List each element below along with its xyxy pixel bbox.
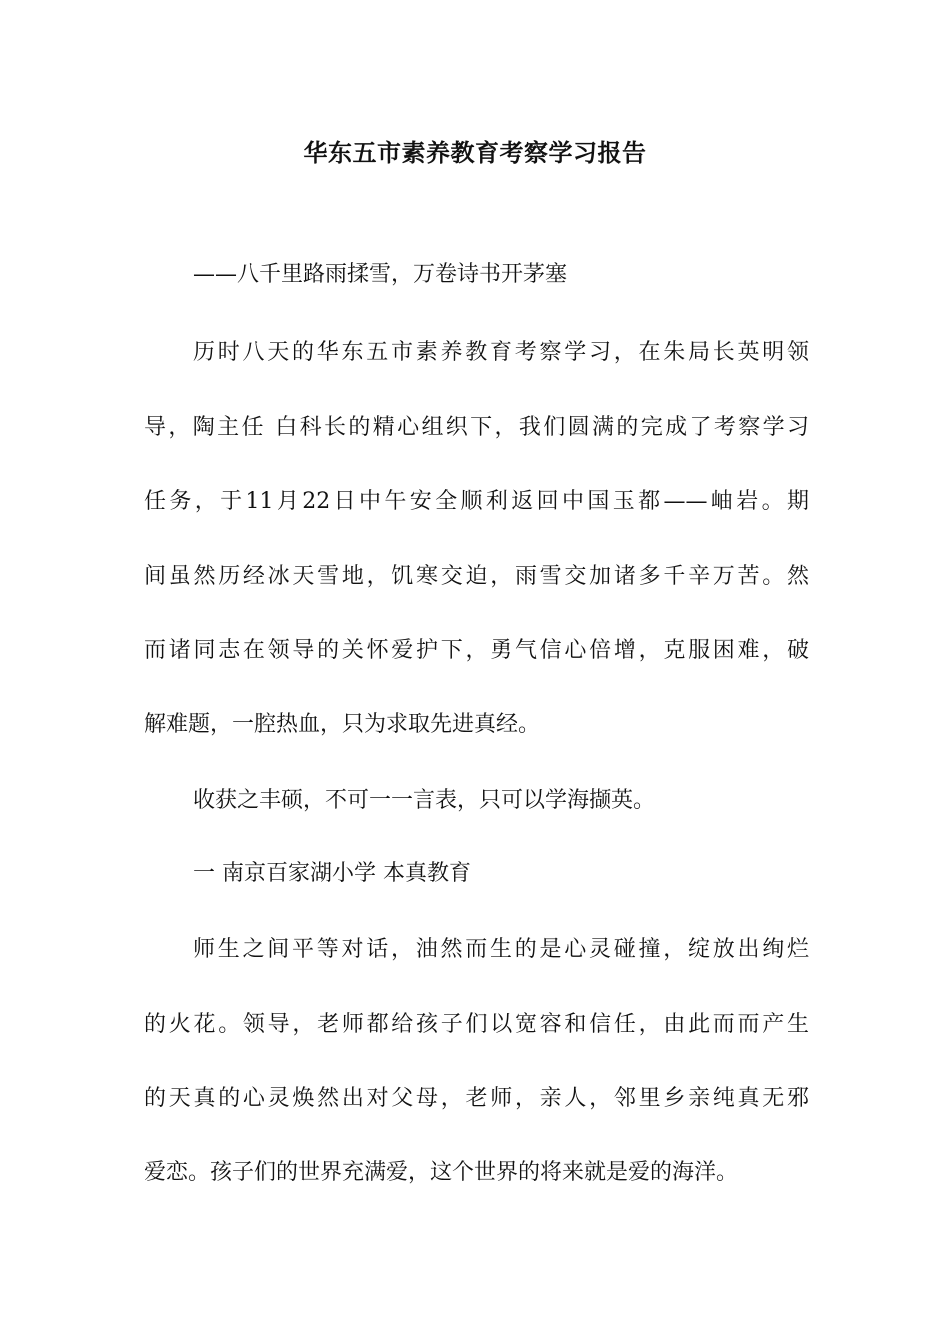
paragraph-line: 历时八天的华东五市素养教育考察学习，在朱局长英明领 xyxy=(193,340,809,365)
paragraph-line: 导，陶主任 白科长的精心组织下，我们圆满的完成了考察学习 xyxy=(144,415,809,440)
document-subtitle: ——八千里路雨揉雪，万卷诗书开茅塞 xyxy=(193,262,568,287)
paragraph-line: 而诸同志在领导的关怀爱护下，勇气信心倍增，克服困难，破 xyxy=(144,638,809,663)
document-title: 华东五市素养教育考察学习报告 xyxy=(303,138,647,167)
paragraph-line: 爱恋。孩子们的世界充满爱，这个世界的将来就是爱的海洋。 xyxy=(144,1160,739,1185)
paragraph-line: 任务，于11月22日中午安全顺利返回中国玉都——岫岩。期 xyxy=(144,489,809,514)
paragraph-line: 的火花。领导，老师都给孩子们以宽容和信任，由此而而产生 xyxy=(144,1012,809,1037)
paragraph-line: 间虽然历经冰天雪地，饥寒交迫，雨雪交加诸多千辛万苦。然 xyxy=(144,564,809,589)
paragraph-line: 师生之间平等对话，油然而生的是心灵碰撞，绽放出绚烂 xyxy=(193,937,809,962)
paragraph-line: 的天真的心灵焕然出对父母，老师，亲人，邻里乡亲纯真无邪 xyxy=(144,1086,809,1111)
paragraph-harvest: 收获之丰硕，不可一一言表，只可以学海撷英。 xyxy=(193,788,656,813)
section-heading: 一 南京百家湖小学 本真教育 xyxy=(193,861,471,886)
paragraph-line: 解难题，一腔热血，只为求取先进真经。 xyxy=(144,712,541,737)
